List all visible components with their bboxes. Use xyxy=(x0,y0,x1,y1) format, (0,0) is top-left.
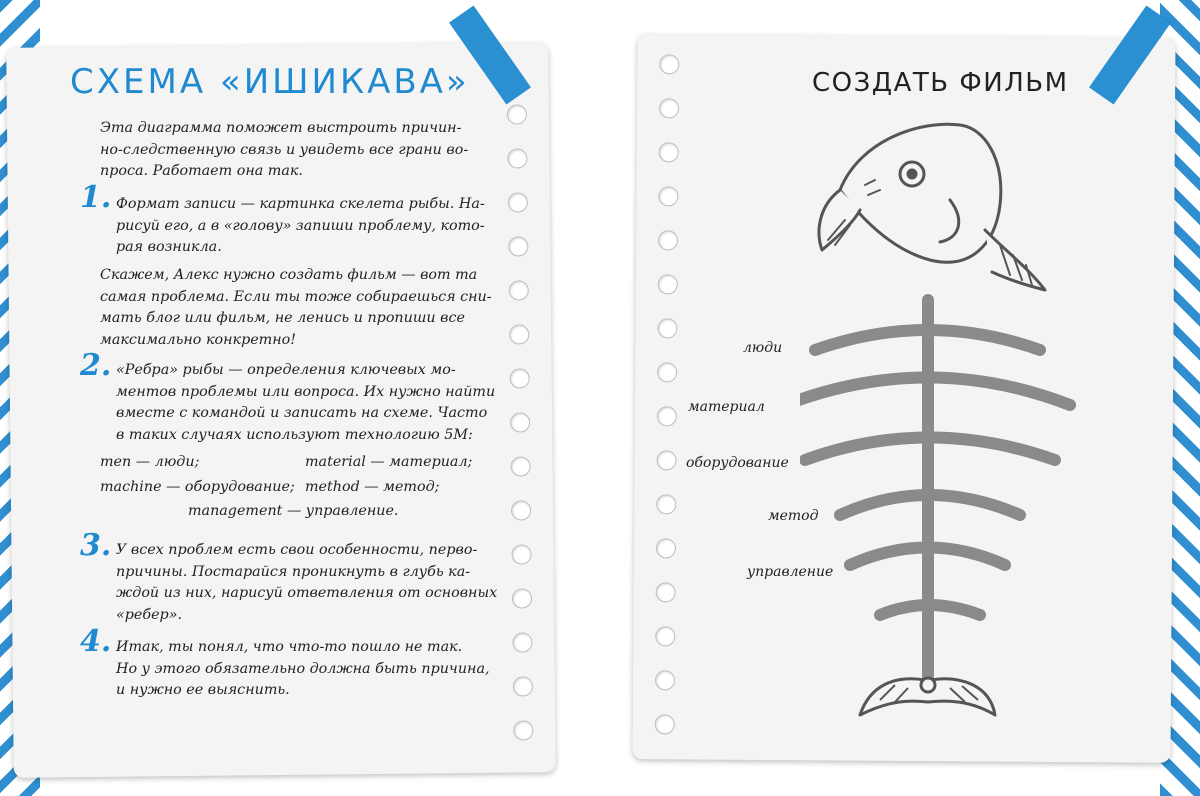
binder-hole xyxy=(659,54,679,74)
binder-hole xyxy=(659,98,679,118)
step-number-1: 1. xyxy=(80,180,112,215)
binder-hole xyxy=(658,274,678,294)
binder-hole xyxy=(508,236,528,256)
binder-hole xyxy=(507,148,527,168)
binder-hole xyxy=(655,714,675,734)
binder-hole xyxy=(513,720,533,740)
binder-hole xyxy=(507,104,527,124)
binder-hole xyxy=(658,230,678,250)
intro-paragraph: Эта диаграмма поможет выстроить причин- но-следственную связь и увидеть все грани во- проса. Работает она так. xyxy=(100,120,469,179)
5m-machine: machine — оборудование; xyxy=(100,479,295,495)
binder-hole xyxy=(508,192,528,212)
binder-hole xyxy=(509,280,529,300)
fish-head xyxy=(819,124,1045,290)
page-title-right: СОЗДАТЬ ФИЛЬМ xyxy=(812,68,1069,98)
binder-hole xyxy=(513,676,533,696)
step-number-3: 3. xyxy=(80,528,112,563)
binder-hole xyxy=(658,186,678,206)
rib-label-material: материал xyxy=(688,399,765,415)
step-number-4: 4. xyxy=(80,624,112,659)
example-paragraph: Скажем, Алекс нужно создать фильм — вот та самая проблема. Если ты тоже собираешься сни- мать блог или фильм, не ленись и пропиши все максимально конкретно! xyxy=(100,267,492,348)
binder-hole xyxy=(657,362,677,382)
binder-hole xyxy=(655,626,675,646)
rib-label-equipment: оборудование xyxy=(686,455,789,471)
binder-hole xyxy=(510,368,530,388)
step-3-text: У всех проблем есть свои особенности, перво- причины. Постарайся проникнуть в глубь ка- ждой из них, нарисуй ответвления от основных «ребер». xyxy=(116,542,498,623)
binder-hole xyxy=(655,670,675,690)
binder-hole xyxy=(511,544,531,564)
binder-hole xyxy=(657,318,677,338)
rib-label-people: люди xyxy=(743,340,783,356)
rib-label-method: метод xyxy=(768,508,819,524)
fish-tail xyxy=(860,678,995,715)
rib-label-management: управление xyxy=(747,564,834,580)
step-2-text: «Ребра» рыбы — определения ключевых мо- ментов проблемы или вопроса. Их нужно найти вместе с командой и записать на схеме. Часто в таких случаях используют технологию 5М: xyxy=(116,362,496,443)
5m-men: men — люди; xyxy=(100,454,200,470)
binder-hole xyxy=(657,406,677,426)
fish-spine xyxy=(800,300,1070,685)
binder-hole xyxy=(511,500,531,520)
binder-hole xyxy=(656,450,676,470)
5m-material: material — материал; xyxy=(305,454,473,470)
binder-hole xyxy=(512,632,532,652)
rib-2 xyxy=(800,378,1070,406)
binder-hole xyxy=(656,538,676,558)
binder-hole xyxy=(512,588,532,608)
5m-method: method — метод; xyxy=(305,479,440,495)
fish-skeleton-diagram xyxy=(800,110,1080,730)
5m-management: management — управление. xyxy=(188,503,399,519)
binder-hole xyxy=(510,412,530,432)
step-number-2: 2. xyxy=(80,348,112,383)
step-1-text: Формат записи — картинка скелета рыбы. На- рисуй его, а в «голову» запиши проблему, кото- рая возникла. xyxy=(116,196,485,255)
step-4-text: Итак, ты понял, что что-то пошло не так. Но у этого обязательно должна быть причина, и нужно ее выяснить. xyxy=(116,639,490,698)
binder-hole xyxy=(511,456,531,476)
binder-hole xyxy=(509,324,529,344)
binder-hole xyxy=(659,142,679,162)
binder-hole xyxy=(656,494,676,514)
page-title-left: СХЕМА «ИШИКАВА» xyxy=(70,62,470,102)
binder-hole xyxy=(656,582,676,602)
